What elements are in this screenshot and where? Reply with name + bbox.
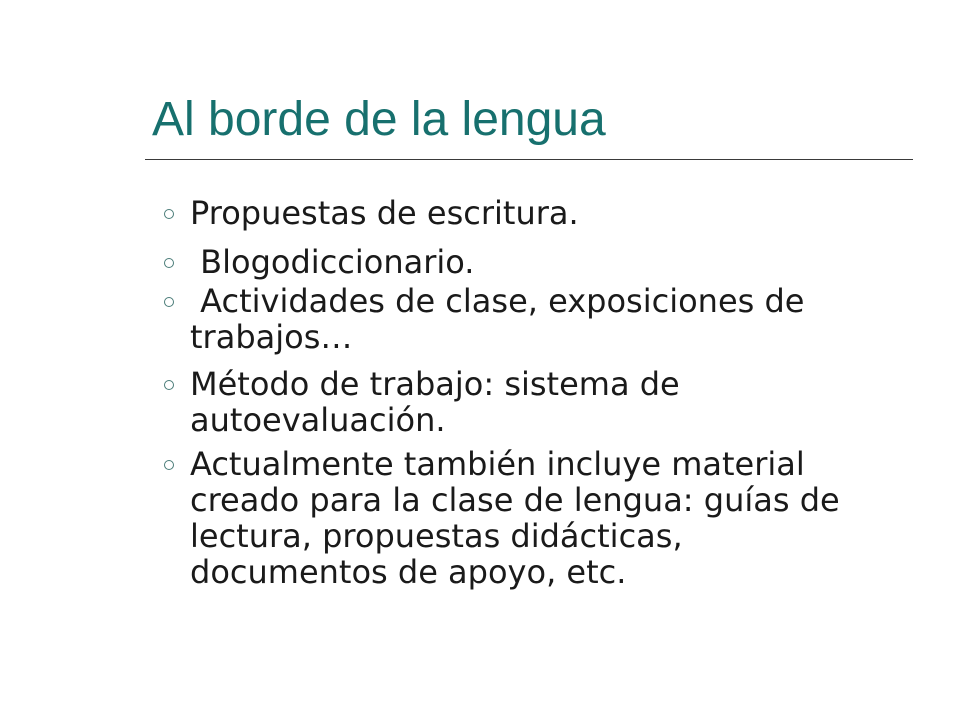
bullet-item: [190, 446, 910, 590]
bullet-text-line: lectura, propuestas didácticas,: [190, 517, 683, 555]
hollow-circle-icon: [164, 297, 174, 307]
bullet-text-line: autoevaluación.: [190, 401, 446, 439]
title-divider: [145, 159, 913, 160]
bullet-text-line: Blogodiccionario.: [190, 243, 475, 281]
bullet-item: [190, 283, 910, 355]
bullet-text-line: creado para la clase de lengua: guías de: [190, 481, 840, 519]
bullet-text-line: Actualmente también incluye material: [190, 445, 805, 483]
hollow-circle-icon: [164, 460, 174, 470]
bullet-item: [190, 195, 910, 231]
hollow-circle-icon: [164, 258, 174, 268]
bullet-text-line: Actividades de clase, exposiciones de: [190, 282, 805, 320]
slide-title: Al borde de la lengua: [152, 93, 606, 146]
bullet-item: [190, 244, 910, 280]
bullet-item: [190, 366, 910, 438]
bullet-text-line: Método de trabajo: sistema de: [190, 365, 680, 403]
hollow-circle-icon: [164, 380, 174, 390]
hollow-circle-icon: [164, 209, 174, 219]
bullet-text-line: Propuestas de escritura.: [190, 194, 579, 232]
bullet-text-line: trabajos…: [190, 318, 353, 356]
bullet-text-line: documentos de apoyo, etc.: [190, 553, 627, 591]
